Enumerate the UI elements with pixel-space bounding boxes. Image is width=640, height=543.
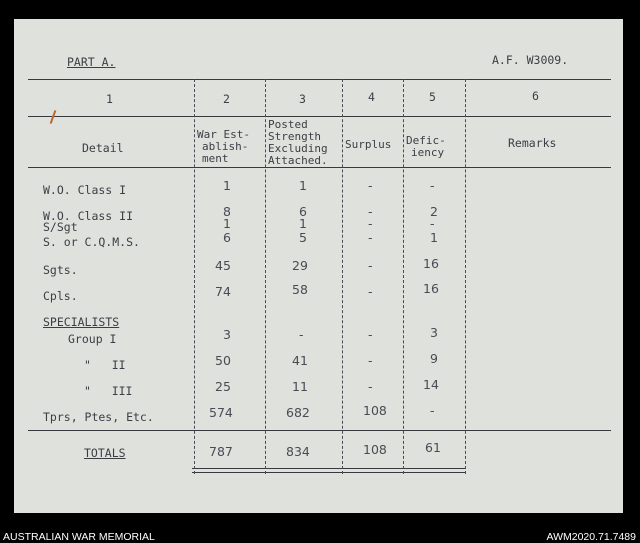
pencil-mark [50,110,57,124]
row-posted-group-i: - [299,327,304,342]
row-detail-tprs: Tprs, Ptes, Etc. [43,410,154,424]
row-detail-sgts: Sgts. [43,263,78,277]
row-posted-tprs: 682 [286,405,310,420]
column-divider-2 [265,79,266,474]
header-war-est-3: ment [202,152,229,165]
header-surplus: Surplus [345,138,392,151]
row-deficiency-cqms: 1 [430,230,438,245]
row-war-group-iii: 25 [215,379,231,394]
header-remarks: Remarks [508,136,557,150]
row-posted-s-sgt: 1 [299,216,307,231]
row-posted-wo-class-i: 1 [299,178,307,193]
col-number-3: 3 [299,92,306,106]
row-detail-group-ii: " II [84,358,126,372]
totals-label: TOTALS [84,446,126,460]
row-surplus-wo-class-i: - [368,178,373,193]
col-number-4: 4 [368,90,375,104]
totals-war: 787 [209,444,233,459]
rule-top [28,79,611,80]
row-detail-group-i: Group I [68,332,117,346]
part-label: PART A. [67,55,116,69]
header-posted-3: Excluding [268,142,328,155]
row-deficiency-sgts: 16 [423,256,439,271]
row-deficiency-s-sgt: - [430,216,435,231]
row-war-group-ii: 50 [215,353,231,368]
row-detail-s-sgt: S/Sgt [43,220,78,234]
row-surplus-sgts: - [368,258,373,273]
row-deficiency-group-ii: 9 [430,351,438,366]
row-posted-group-iii: 11 [292,379,308,394]
row-posted-cqms: 5 [299,230,307,245]
rule-under-numbers [28,116,611,117]
row-war-cpls: 74 [215,284,231,299]
header-posted-2: Strength [268,130,321,143]
footer-accession-number: AWM2020.71.7489 [546,531,636,543]
row-detail-wo-class-i: W.O. Class I [43,183,127,197]
row-posted-cpls: 58 [292,282,308,297]
header-posted-1: Posted [268,118,308,131]
row-surplus-cpls: - [368,284,373,299]
row-deficiency-group-i: 3 [430,325,438,340]
rule-under-headers [28,167,611,168]
column-divider-3 [342,79,343,474]
header-deficiency-1: Defic- [406,134,446,147]
row-detail-wo-class-ii: W.O. Class II [43,209,134,223]
row-deficiency-wo-class-i: - [430,178,435,193]
totals-posted: 834 [286,444,310,459]
row-war-s-sgt: 1 [223,216,231,231]
form-number: A.F. W3009. [492,53,569,67]
col-number-1: 1 [106,92,113,106]
row-war-tprs: 574 [209,405,233,420]
rule-under-totals-2 [192,472,466,473]
column-divider-1 [194,79,195,474]
row-posted-group-ii: 41 [292,353,308,368]
row-war-group-i: 3 [223,327,231,342]
row-surplus-tprs: 108 [363,403,387,418]
row-posted-wo-class-ii: 6 [299,204,307,219]
totals-surplus: 108 [363,442,387,457]
row-posted-sgts: 29 [292,258,308,273]
col-number-6: 6 [532,89,539,103]
header-war-est-2: ablish- [202,140,249,153]
row-detail-cqms: S. or C.Q.M.S. [43,235,140,249]
document-page [14,19,623,513]
header-war-est-1: War Est- [197,128,250,141]
column-divider-4 [403,79,404,474]
col-number-5: 5 [429,90,436,104]
row-deficiency-tprs: - [430,403,435,418]
row-surplus-group-ii: - [368,353,373,368]
footer-institution: AUSTRALIAN WAR MEMORIAL [3,531,155,543]
rule-under-totals-1 [192,468,466,469]
rule-above-totals [28,430,611,431]
row-deficiency-cpls: 16 [423,281,439,296]
row-surplus-group-i: - [368,327,373,342]
header-posted-4: Attached. [268,154,328,167]
row-war-wo-class-ii: 8 [223,204,231,219]
row-war-sgts: 45 [215,258,231,273]
row-detail-group-iii: " III [84,384,133,398]
row-detail-specialists: SPECIALISTS [43,315,120,329]
row-surplus-wo-class-ii: - [368,204,373,219]
header-detail: Detail [82,141,124,155]
row-deficiency-group-iii: 14 [423,377,439,392]
row-war-wo-class-i: 1 [223,178,231,193]
row-detail-cpls: Cpls. [43,289,78,303]
col-number-2: 2 [223,92,230,106]
row-deficiency-wo-class-ii: 2 [430,204,438,219]
column-divider-5 [465,79,466,474]
row-surplus-group-iii: - [368,379,373,394]
row-war-cqms: 6 [223,230,231,245]
totals-deficiency: 61 [425,440,441,455]
row-surplus-s-sgt: - [368,216,373,231]
header-deficiency-2: iency [411,146,445,159]
row-surplus-cqms: - [368,230,373,245]
